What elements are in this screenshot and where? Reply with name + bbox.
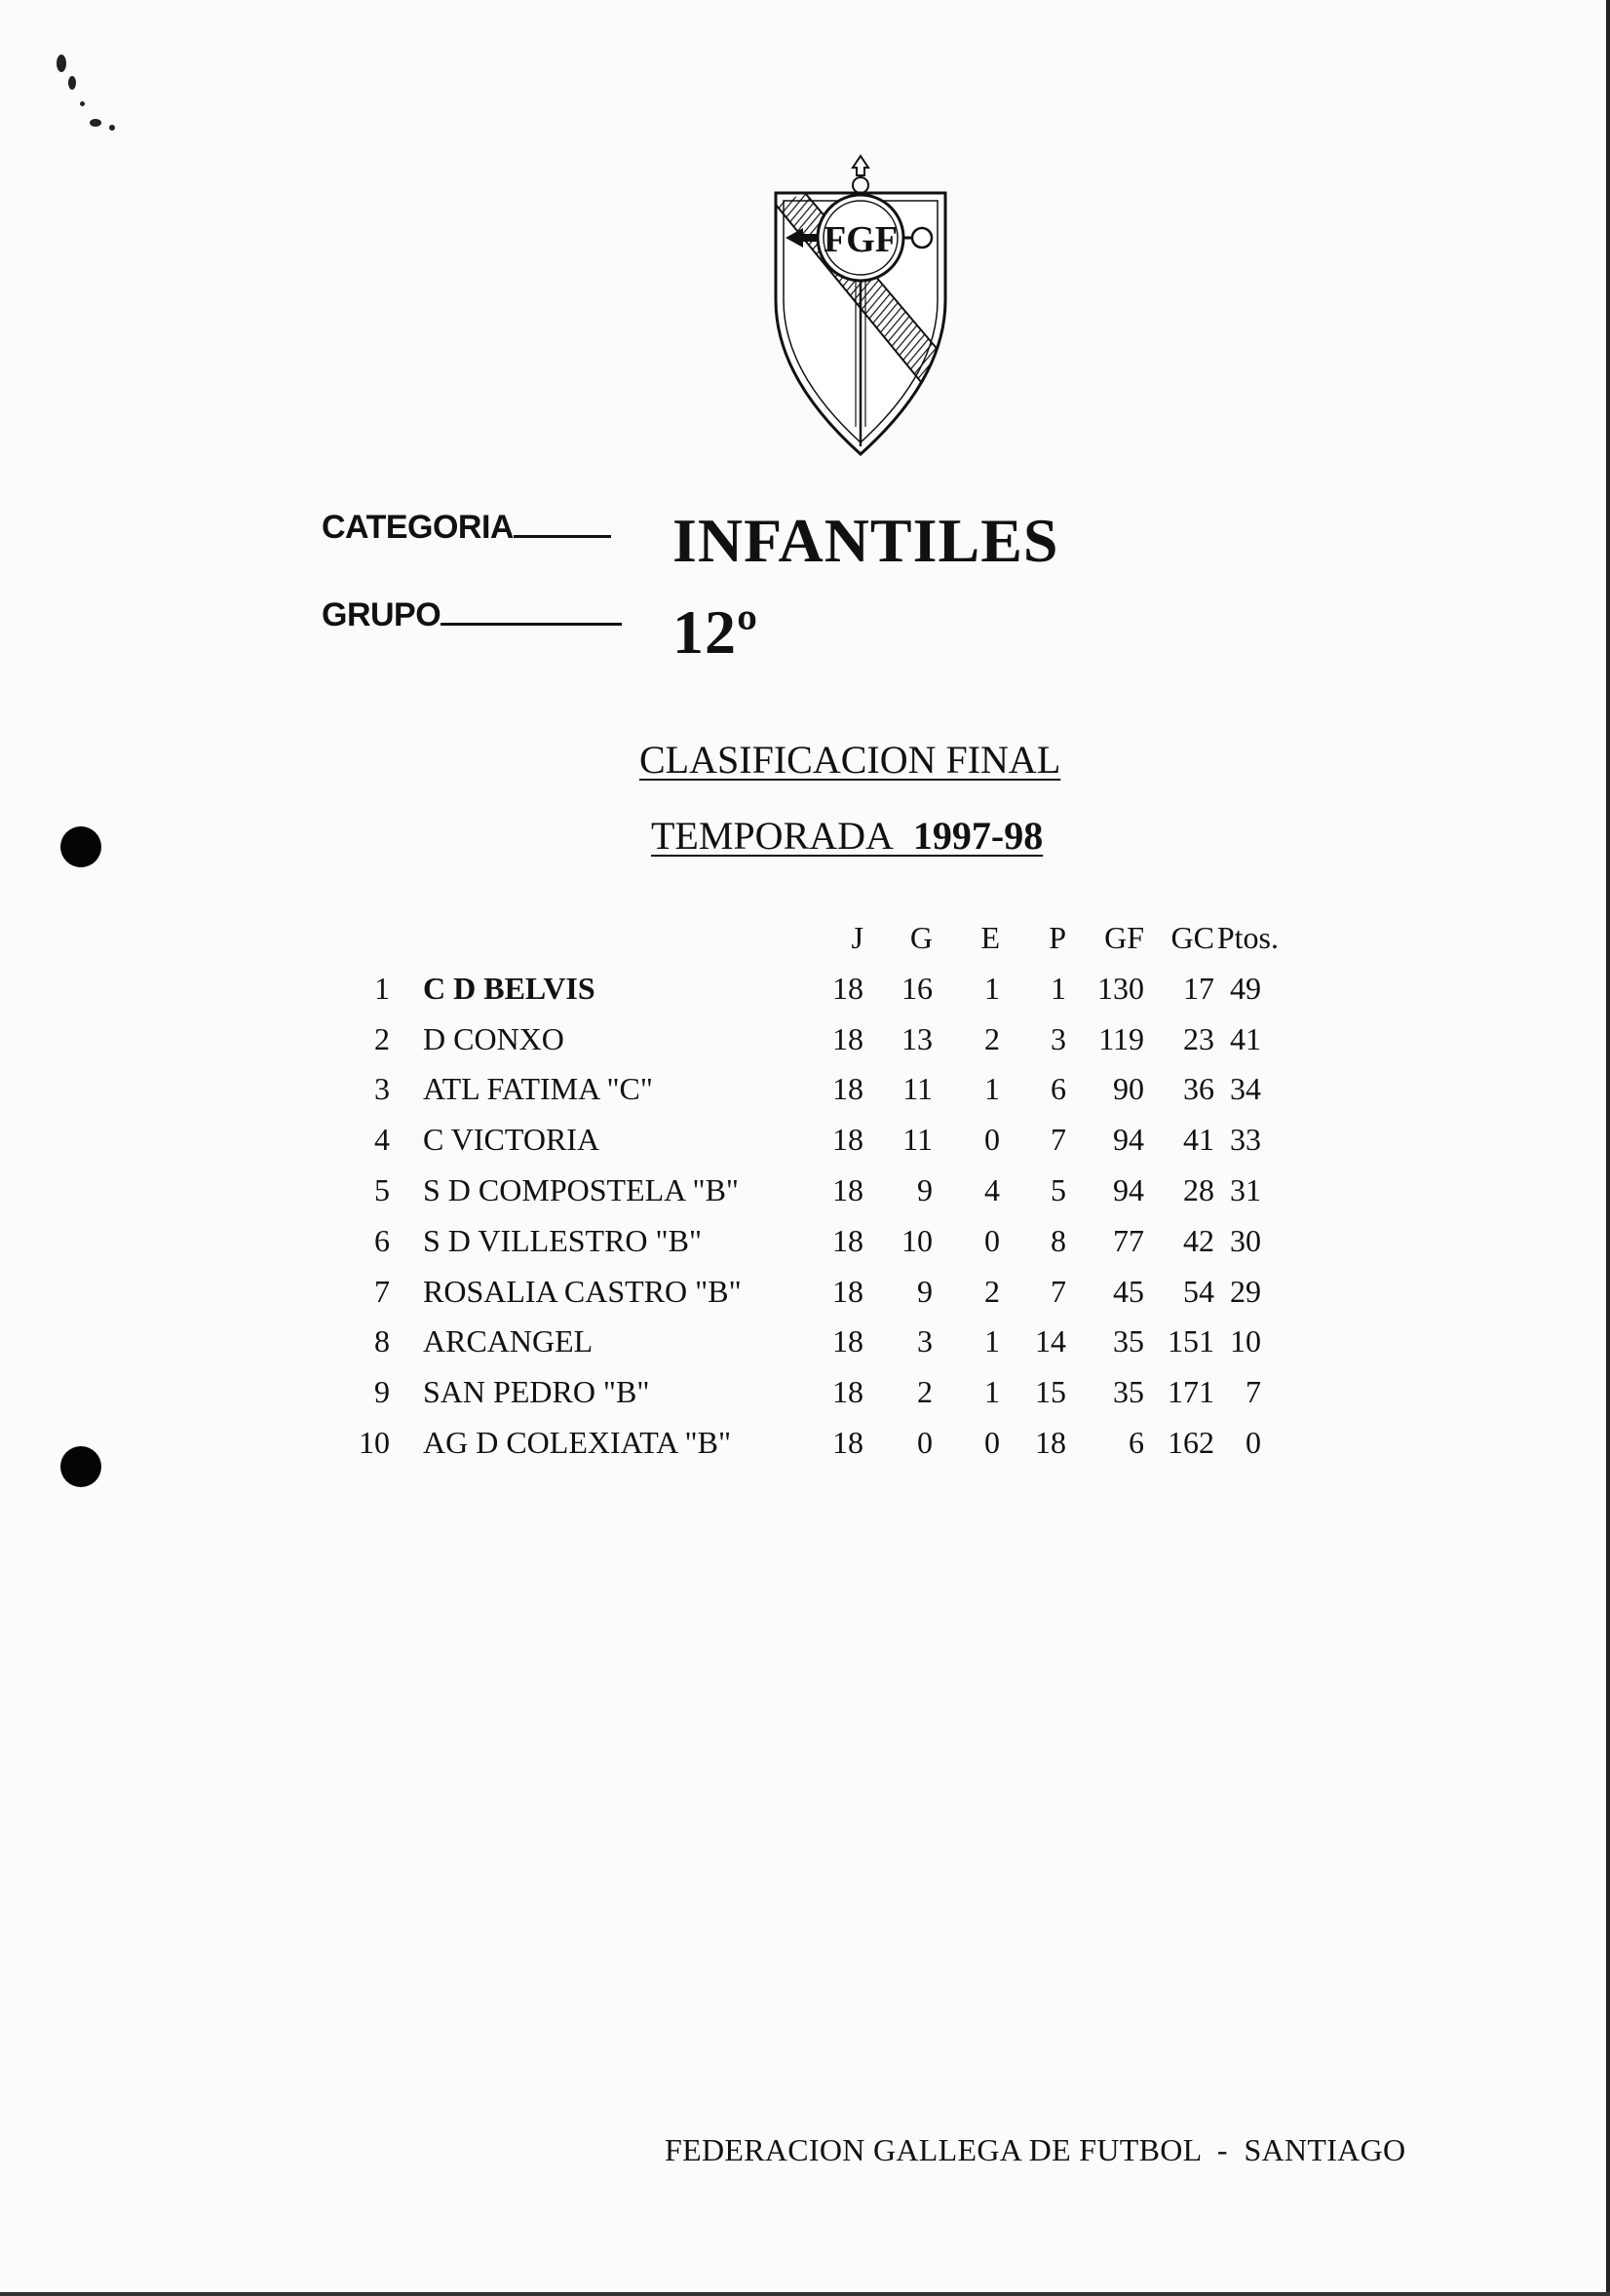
row-points: 41 [1230,1020,1261,1056]
row-goals-for: 94 [1113,1171,1144,1207]
group-label [322,596,622,634]
scan-speck [90,119,101,127]
row-position: 8 [374,1323,390,1359]
row-drawn: 1 [984,970,1000,1006]
row-team: C D BELVIS [423,970,595,1006]
scan-speck [68,76,76,90]
row-played: 18 [832,1171,863,1207]
binder-hole [60,1446,101,1487]
group-underline [441,623,622,626]
table-row [341,1021,1277,1072]
row-won: 9 [917,1273,933,1309]
scan-speck [80,101,85,106]
standings-rows [341,971,1277,1475]
row-team: S D COMPOSTELA "B" [423,1171,739,1207]
federation-crest-icon [770,154,951,460]
row-lost: 8 [1051,1222,1066,1258]
row-position: 3 [374,1071,390,1107]
row-played: 18 [832,1122,863,1158]
header-goals-for: GF [1104,920,1144,955]
season-year: 1997-98 [912,814,1044,858]
row-won: 9 [917,1171,933,1207]
row-points: 33 [1230,1122,1261,1158]
row-points: 34 [1230,1071,1261,1107]
scan-edge-bottom [0,2292,1610,2296]
row-points: 0 [1246,1424,1261,1460]
row-lost: 7 [1051,1273,1066,1309]
row-played: 18 [832,1323,863,1359]
table-row [341,1274,1277,1324]
row-played: 18 [832,1020,863,1056]
row-team: S D VILLESTRO "B" [423,1222,702,1258]
group-value: 12º [672,597,759,667]
scan-speck [109,125,115,131]
row-played: 18 [832,1222,863,1258]
row-team: ARCANGEL [423,1323,594,1359]
row-position: 10 [359,1424,390,1460]
row-lost: 5 [1051,1171,1066,1207]
row-team: D CONXO [423,1020,564,1056]
row-points: 49 [1230,970,1261,1006]
svg-text:FGF: FGF [824,219,898,260]
category-value: INFANTILES [672,506,1059,575]
row-drawn: 4 [984,1171,1000,1207]
season-prefix: TEMPORADA [651,814,894,858]
row-goals-for: 35 [1113,1323,1144,1359]
table-row [341,1223,1277,1274]
row-team: AG D COLEXIATA "B" [423,1424,731,1460]
category-label [322,509,611,547]
row-drawn: 1 [984,1071,1000,1107]
row-goals-for: 119 [1098,1020,1144,1056]
row-position: 7 [374,1273,390,1309]
row-goals-against: 171 [1168,1374,1214,1410]
row-goals-for: 45 [1113,1273,1144,1309]
row-goals-against: 42 [1183,1222,1214,1258]
standings-header-row [341,920,1277,971]
row-played: 18 [832,1424,863,1460]
row-goals-against: 23 [1183,1020,1214,1056]
row-goals-for: 77 [1113,1222,1144,1258]
row-position: 9 [374,1374,390,1410]
table-row [341,1425,1277,1475]
row-lost: 7 [1051,1122,1066,1158]
row-position: 6 [374,1222,390,1258]
table-row [341,1071,1277,1122]
row-played: 18 [832,1273,863,1309]
season-title [651,813,1043,859]
row-goals-for: 6 [1129,1424,1144,1460]
category-label-text: CATEGORIA [322,509,514,546]
row-goals-against: 17 [1183,970,1214,1006]
table-row [341,1374,1277,1425]
row-position: 4 [374,1122,390,1158]
row-goals-against: 151 [1168,1323,1214,1359]
standings-table [341,920,1277,1475]
row-goals-against: 28 [1183,1171,1214,1207]
header-goals-against: GC [1170,920,1214,955]
row-position: 5 [374,1171,390,1207]
binder-hole [60,826,101,867]
header-won: G [909,920,933,955]
scan-edge-right [1606,0,1610,2296]
table-row [341,971,1277,1021]
row-goals-against: 36 [1183,1071,1214,1107]
row-goals-for: 130 [1097,970,1144,1006]
row-position: 2 [374,1020,390,1056]
row-won: 11 [902,1071,933,1107]
row-goals-for: 90 [1113,1071,1144,1107]
row-team: SAN PEDRO "B" [423,1374,650,1410]
row-lost: 14 [1035,1323,1066,1359]
row-won: 2 [917,1374,933,1410]
footer-federation: FEDERACION GALLEGA DE FUTBOL - SANTIAGO [665,2132,1406,2167]
row-goals-against: 54 [1183,1273,1214,1309]
row-goals-for: 35 [1113,1374,1144,1410]
row-drawn: 0 [984,1222,1000,1258]
header-played: J [851,920,863,955]
row-points: 29 [1230,1273,1261,1309]
row-lost: 15 [1035,1374,1066,1410]
header-lost: P [1049,920,1066,955]
table-row [341,1122,1277,1172]
row-lost: 18 [1035,1424,1066,1460]
header-drawn: E [980,920,1000,955]
row-drawn: 2 [984,1273,1000,1309]
row-points: 30 [1230,1222,1261,1258]
row-won: 3 [917,1323,933,1359]
row-lost: 6 [1051,1071,1066,1107]
row-won: 13 [901,1020,933,1056]
row-lost: 1 [1051,970,1066,1006]
classification-title: CLASIFICACION FINAL [639,738,1061,782]
row-points: 10 [1230,1323,1261,1359]
row-points: 31 [1230,1171,1261,1207]
row-played: 18 [832,1071,863,1107]
row-drawn: 0 [984,1122,1000,1158]
row-drawn: 2 [984,1020,1000,1056]
row-played: 18 [832,970,863,1006]
row-drawn: 1 [984,1323,1000,1359]
row-position: 1 [374,970,390,1006]
row-goals-for: 94 [1113,1122,1144,1158]
row-team: ATL FATIMA "C" [423,1071,653,1107]
row-lost: 3 [1051,1020,1066,1056]
row-team: ROSALIA CASTRO "B" [423,1273,742,1309]
group-label-text: GRUPO [322,596,441,633]
header-points: Ptos. [1216,920,1279,955]
category-underline [514,535,611,538]
table-row [341,1323,1277,1374]
table-row [341,1172,1277,1223]
row-played: 18 [832,1374,863,1410]
row-won: 11 [902,1122,933,1158]
row-won: 0 [917,1424,933,1460]
row-goals-against: 41 [1183,1122,1214,1158]
row-won: 10 [901,1222,933,1258]
scan-speck [57,55,66,72]
row-team: C VICTORIA [423,1122,600,1158]
row-points: 7 [1246,1374,1261,1410]
row-drawn: 1 [984,1374,1000,1410]
row-goals-against: 162 [1168,1424,1214,1460]
row-won: 16 [901,970,933,1006]
row-drawn: 0 [984,1424,1000,1460]
